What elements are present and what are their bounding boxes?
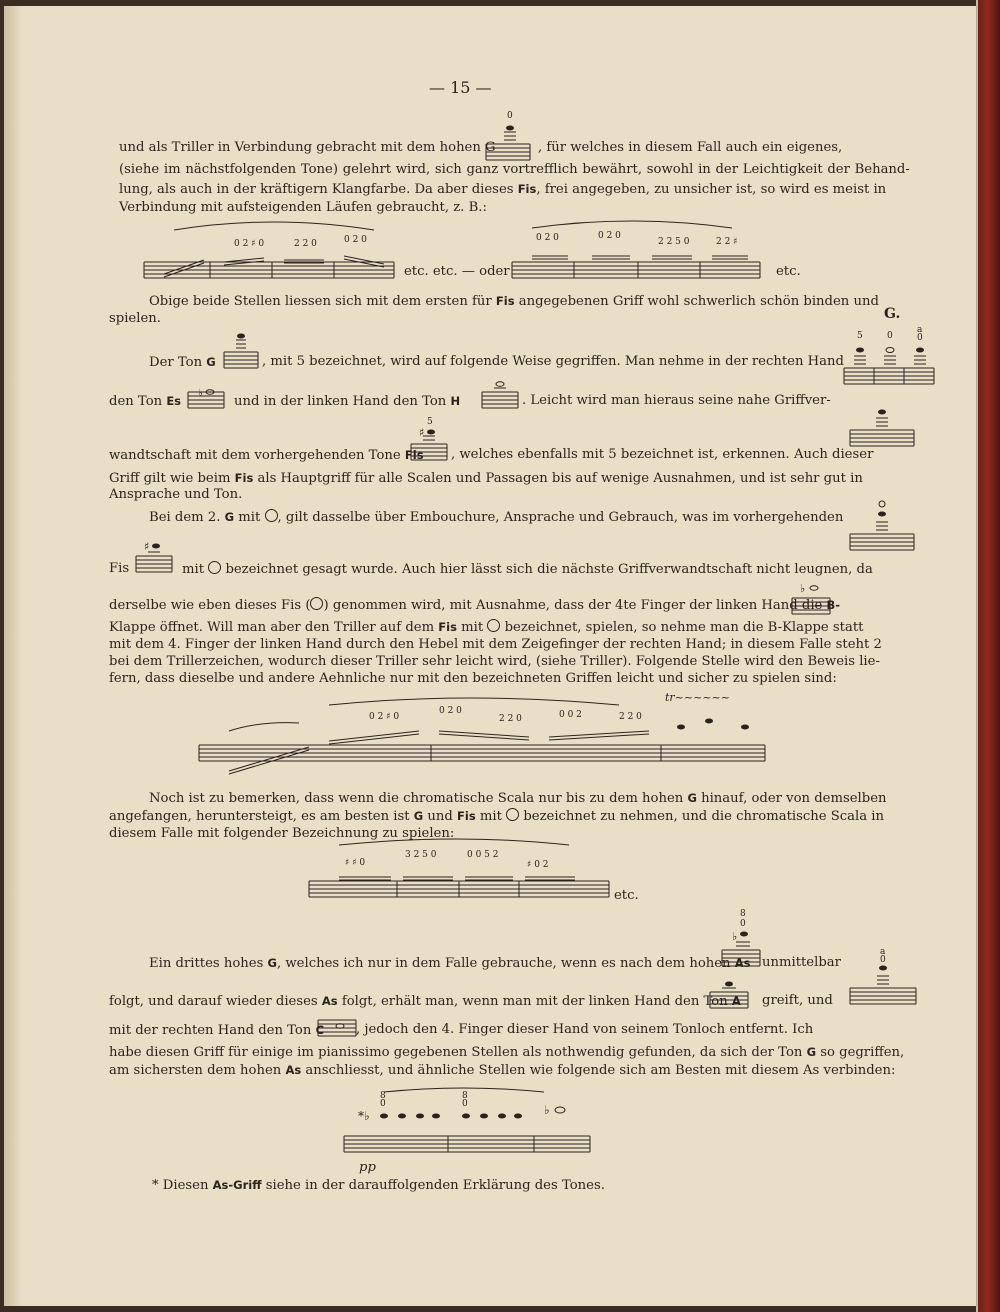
text-line: Obige beide Stellen liessen sich mit dem ersten für Fis angegebenen Griff wohl schwerlich schön binden und (149, 294, 879, 309)
circle-symbol (208, 561, 221, 574)
text-line: habe diesen Griff für einige im pianissimo gegebenen Stellen als nothwendig gefunden, da sich der Ton G so gegriffen, (109, 1045, 905, 1060)
svg-text:0: 0 (917, 333, 923, 343)
margin-chart-g-2 (850, 396, 916, 452)
circle-symbol (487, 619, 500, 632)
circle-symbol (506, 808, 519, 821)
text-line: unmittelbar (762, 955, 841, 970)
svg-text:0 0 2: 0 0 2 (559, 710, 582, 720)
text-line: Griff gilt wie beim Fis als Hauptgriff für alle Scalen und Passagen bis auf wenige Ausnahmen, und ist sehr gut in (109, 471, 863, 486)
text-line: mit dem 4. Finger der linken Hand durch den Hebel mit dem Zeigefinger der rechten Hand; in diesem Falle steht 2 (109, 637, 882, 652)
margin-chart-g-4 (850, 946, 918, 1010)
text-line: Verbindung mit aufsteigenden Läufen gebraucht, z. B.: (119, 200, 487, 215)
svg-text:2 2 0: 2 2 0 (294, 239, 317, 249)
page-number: — 15 — (429, 78, 492, 97)
dynamic-marking: pp (359, 1160, 376, 1175)
svg-text:0: 0 (740, 919, 746, 929)
svg-text:♯ ♯ 0: ♯ ♯ 0 (345, 858, 366, 868)
svg-text:0: 0 (462, 1099, 468, 1109)
music-text: etc. (776, 264, 801, 279)
music-example-2 (199, 691, 769, 783)
text-line: am sichersten dem hohen As anschliesst, und ähnliche Stellen wie folgende sich am Besten mit diesem As verbinden: (109, 1063, 896, 1078)
inline-staff-g (484, 106, 534, 166)
text-line: , welches ebenfalls mit 5 bezeichnet ist, erkennen. Auch dieser (451, 447, 874, 462)
text-line: Ansprache und Ton. (109, 487, 243, 502)
text-line: Bei dem 2. G mit , gilt dasselbe über Embouchure, Ansprache und Gebrauch, was im vorhergehenden (149, 510, 844, 525)
svg-text:a: a (880, 947, 886, 957)
svg-text:0 2 0: 0 2 0 (598, 231, 621, 241)
music-example-3 (309, 841, 609, 911)
svg-text:0: 0 (887, 331, 893, 341)
text-line: Fis (109, 561, 130, 576)
svg-text:♯: ♯ (419, 426, 425, 439)
inline-staff-a (708, 978, 752, 1018)
text-line: , für welches in diesem Fall auch ein eigenes, (538, 140, 843, 155)
svg-text:♭: ♭ (732, 930, 738, 943)
svg-text:2 2 0: 2 2 0 (619, 712, 642, 722)
svg-text:0: 0 (507, 111, 513, 121)
svg-text:2 2 ♯: 2 2 ♯ (716, 237, 738, 247)
text-line: Der Ton G (149, 355, 216, 370)
music-example-1b (512, 216, 772, 288)
svg-text:tr~~~~~~: tr~~~~~~ (665, 691, 730, 704)
text-line: und als Triller in Verbindung gebracht mit dem hohen G (119, 140, 496, 155)
inline-staff-fis5 (409, 414, 451, 470)
svg-text:3 2 5 0: 3 2 5 0 (405, 850, 437, 860)
margin-chart-g-3 (850, 494, 916, 556)
text-line: diesem Falle mit folgender Bezeichnung zu spielen: (109, 826, 455, 841)
svg-text:0: 0 (880, 955, 886, 965)
svg-text:♭: ♭ (198, 388, 203, 399)
svg-text:♯: ♯ (144, 540, 150, 553)
text-line: . Leicht wird man hieraus seine nahe Griffver- (522, 393, 831, 408)
svg-text:0 2 0: 0 2 0 (536, 233, 559, 243)
svg-text:*♭: *♭ (358, 1109, 370, 1123)
music-text: etc. etc. — oder (404, 264, 510, 279)
inline-staff-as (720, 906, 764, 978)
margin-chart-g-1 (844, 324, 938, 394)
svg-text:0: 0 (380, 1099, 386, 1109)
text-line: (siehe im nächstfolgenden Tone) gelehrt wird, sich ganz vortrefflich bewährt, sowohl in der Leichtigkeit der Behand- (119, 162, 910, 177)
book-page (4, 6, 977, 1306)
svg-text:8: 8 (462, 1091, 468, 1101)
inline-staff-es (186, 386, 228, 416)
svg-text:2 2 5 0: 2 2 5 0 (658, 237, 690, 247)
svg-text:0 2 0: 0 2 0 (344, 235, 367, 245)
inline-staff-fis-circle (134, 526, 176, 578)
footnote: * Diesen As-Griff siehe in der darauffolgenden Erklärung des Tones. (152, 1178, 605, 1193)
inline-staff-g5 (222, 326, 262, 376)
inline-staff-h (480, 376, 522, 416)
svg-text:2 2 0: 2 2 0 (499, 714, 522, 724)
text-line: derselbe wie eben dieses Fis ( ) genommen wird, mit Ausnahme, dass der 4te Finger der linken Hand die B- (109, 598, 841, 613)
svg-text:♯ 0 2: ♯ 0 2 (527, 860, 549, 870)
book-spine (976, 0, 1000, 1312)
text-line: wandtschaft mit dem vorhergehenden Tone Fis (109, 448, 424, 463)
text-line: folgt, und darauf wieder dieses As folgt, erhält man, wenn man mit der linken Hand den Ton A (109, 994, 741, 1009)
text-line: fern, dass dieselbe und andere Aehnliche nur mit den bezeichneten Griffen leicht und sicher zu spielen sind: (109, 671, 837, 686)
svg-text:0 2 ♯ 0: 0 2 ♯ 0 (234, 239, 265, 249)
music-example-4 (344, 1084, 594, 1164)
margin-label: G. (884, 306, 901, 322)
text-line: den Ton Es (109, 394, 182, 409)
text-line: angefangen, heruntersteigt, es am besten ist G und Fis mit bezeichnet zu nehmen, und die chromatische Scala in (109, 809, 885, 824)
text-line: mit der rechten Hand den Ton C (109, 1023, 325, 1038)
svg-text:0 0 5 2: 0 0 5 2 (467, 850, 499, 860)
text-line: mit bezeichnet gesagt wurde. Auch hier lässt sich die nächste Griffverwandtschaft nicht leugnen, da (182, 562, 873, 577)
text-line: spielen. (109, 311, 161, 326)
svg-text:5: 5 (427, 417, 433, 427)
text-line: greift, und (762, 993, 833, 1008)
music-example-1a (144, 216, 404, 288)
circle-symbol (265, 509, 278, 522)
svg-text:a: a (917, 325, 923, 335)
svg-text:♭: ♭ (544, 1103, 550, 1117)
text-line: bei dem Trillerzeichen, wodurch dieser Triller sehr leicht wird, (siehe Triller). Folgende Stelle wird den Beweis lie- (109, 654, 880, 669)
text-line: und in der linken Hand den Ton H (234, 394, 461, 409)
svg-text:0 2 ♯ 0: 0 2 ♯ 0 (369, 712, 400, 722)
text-line: , jedoch den 4. Finger dieser Hand von seinem Tonloch entfernt. Ich (356, 1022, 814, 1037)
svg-text:5: 5 (857, 331, 863, 341)
svg-text:8: 8 (380, 1091, 386, 1101)
circle-symbol (310, 597, 323, 610)
text-line: Klappe öffnet. Will man aber den Triller auf dem Fis mit bezeichnet, spielen, so nehme man die B-Klappe statt (109, 620, 864, 635)
inline-staff-b (790, 578, 834, 626)
inline-staff-c (316, 1014, 360, 1044)
text-line: Ein drittes hohes G, welches ich nur in dem Falle gebrauche, wenn es nach dem hohen As (149, 956, 751, 971)
svg-text:8: 8 (740, 909, 746, 919)
music-text: etc. (614, 888, 639, 903)
text-line: , mit 5 bezeichnet, wird auf folgende Weise gegriffen. Man nehme in der rechten Hand (262, 354, 844, 369)
text-line: Noch ist zu bemerken, dass wenn die chromatische Scala nur bis zu dem hohen G hinauf, oder von demselben (149, 791, 887, 806)
text-line: lung, als auch in der kräftigern Klangfarbe. Da aber dieses Fis, frei angegeben, zu unsicher ist, so wird es meist in (119, 182, 887, 197)
svg-text:♭: ♭ (800, 582, 806, 595)
svg-text:0 2 0: 0 2 0 (439, 706, 462, 716)
